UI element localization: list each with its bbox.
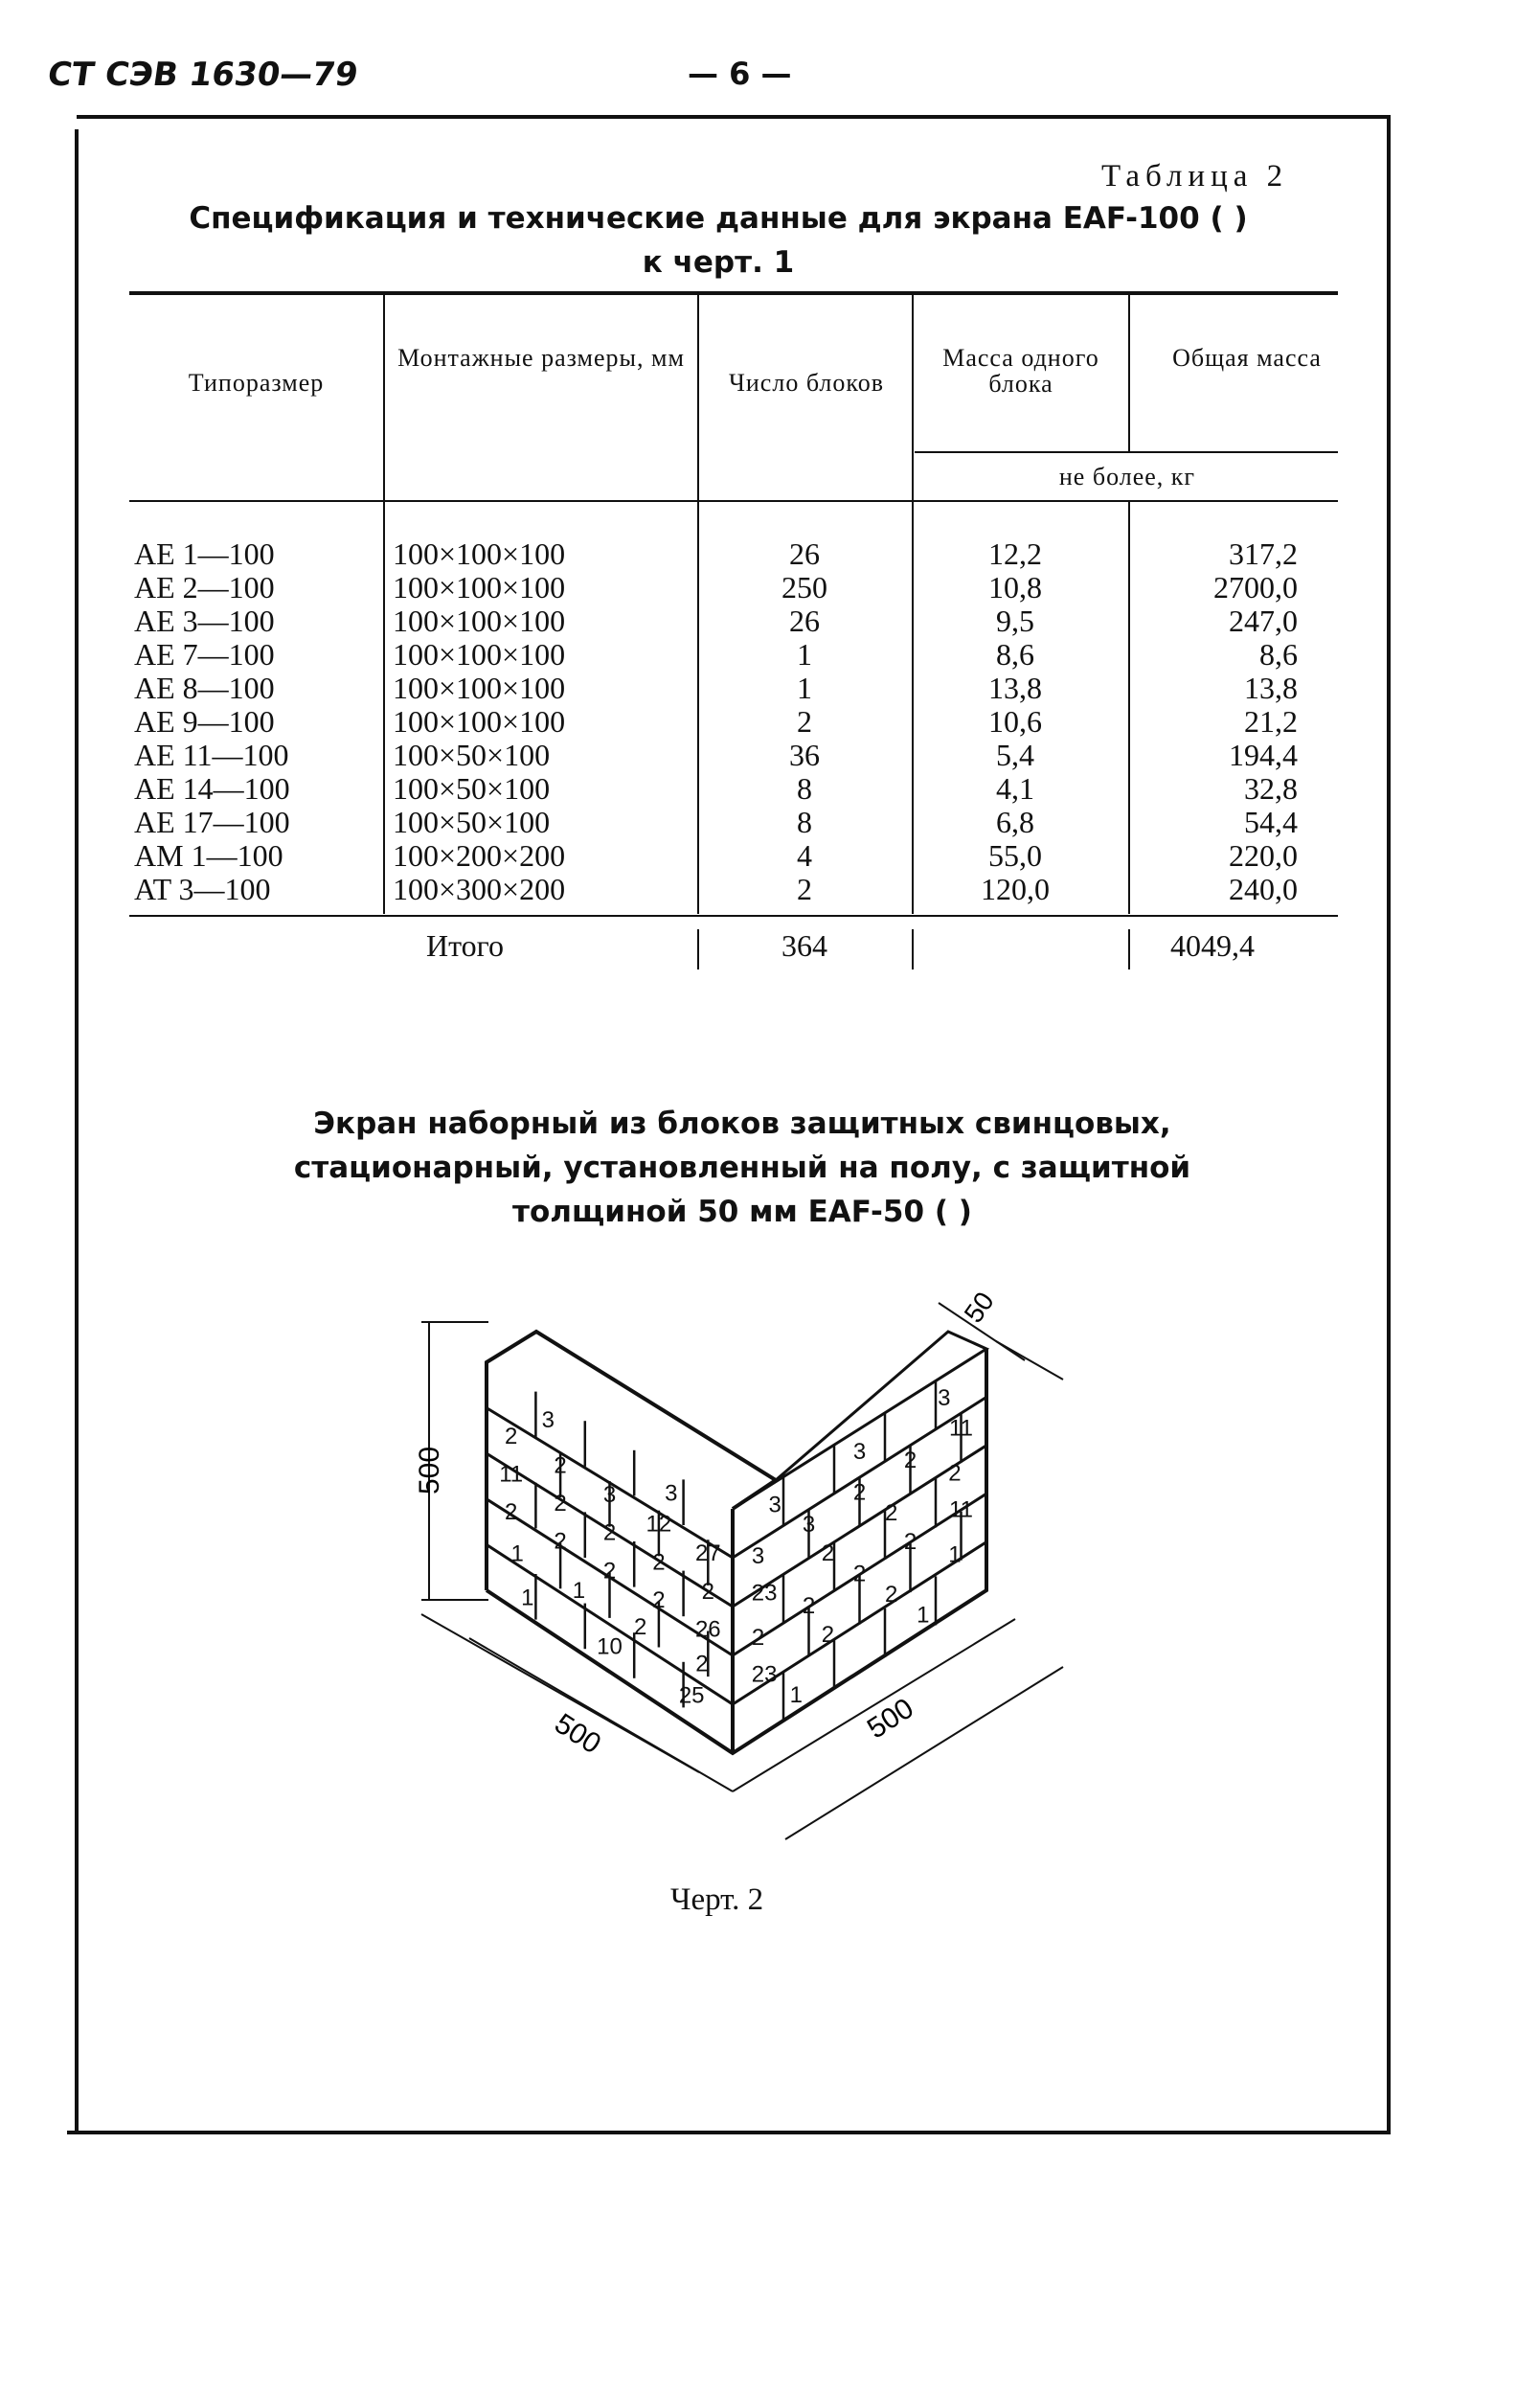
block-label: 3 [541,1407,555,1434]
drawing-line [733,1619,1015,1791]
cell-mass-total: 317,2 [1229,536,1298,571]
cell-mass-one: 9,5 [996,604,1034,638]
cell-count: 26 [789,536,820,571]
cell-mass-one: 5,4 [996,738,1034,772]
block-label: 2 [884,1500,898,1526]
col-divider-4b [1128,502,1130,914]
cell-type: AE 8—100 [134,671,275,705]
block-label: 3 [602,1481,617,1508]
drawing-line [469,1638,733,1791]
block-label: 2 [652,1549,666,1576]
block-label: 2 [852,1479,867,1506]
total-divider-2 [912,929,914,969]
block-label: 2 [948,1460,962,1487]
total-label: Итого [426,928,504,963]
cell-count: 1 [797,671,812,705]
cell-count: 8 [797,771,812,806]
cell-dims: 100×100×100 [393,704,566,739]
block-label: 2 [505,1423,518,1449]
block-label: 11 [949,1415,973,1442]
cell-mass-one: 10,8 [988,570,1042,604]
cell-count: 36 [789,738,820,772]
block-label: 1 [521,1585,534,1611]
figure-caption-line3: толщиной 50 мм EAF-50 ( ) [512,1195,972,1229]
header-type: Типоразмер [188,369,325,397]
total-mass: 4049,4 [1170,928,1255,963]
block-label: 26 [694,1616,721,1643]
cell-dims: 100×50×100 [393,805,551,839]
block-label: 2 [554,1491,567,1517]
table-title-line2: к черт. 1 [642,245,795,280]
cell-type: AT 3—100 [134,872,271,906]
cell-type: AE 2—100 [134,570,275,604]
table-head-rule [129,500,1338,502]
block-label: 3 [751,1543,765,1570]
cell-mass-one: 120,0 [981,872,1050,906]
block-label: 11 [949,1496,973,1523]
dim-left-label: 500 [549,1707,607,1761]
frame-bottom-rule [67,2131,1391,2134]
cell-mass-total: 13,8 [1244,671,1298,705]
block-label: 10 [597,1633,623,1660]
block-label: 2 [602,1558,617,1585]
cell-mass-total: 54,4 [1244,805,1298,839]
cell-mass-total: 2700,0 [1213,570,1298,604]
table-unit-rule [915,451,1338,453]
block-label: 1 [789,1682,803,1709]
block-label: 1 [948,1541,962,1568]
cell-mass-total: 240,0 [1229,872,1298,906]
figure-caption-line2: стационарный, установленный на полу, с защитной [293,1151,1191,1185]
cell-type: AE 14—100 [134,771,290,806]
cell-mass-total: 32,8 [1244,771,1298,806]
block-label: 2 [602,1519,617,1546]
block-label: 2 [821,1540,835,1566]
header-count: Число блоков [729,369,884,397]
cell-dims: 100×50×100 [393,771,551,806]
cell-mass-one: 13,8 [988,671,1042,705]
cell-type: AE 1—100 [134,536,275,571]
cell-mass-total: 8,6 [1259,637,1298,672]
cell-dims: 100×100×100 [393,604,566,638]
cell-type: AE 17—100 [134,805,290,839]
cell-mass-one: 4,1 [996,771,1034,806]
cell-mass-total: 247,0 [1229,604,1298,638]
cell-dims: 100×300×200 [393,872,566,906]
block-label: 12 [645,1511,672,1538]
col-divider-2 [697,295,699,914]
header-dims: Монтажные размеры, мм [397,344,685,372]
figure-caption-line1: Экран наборный из блоков защитных свинцовых, [313,1106,1171,1141]
block-label: 2 [852,1561,867,1587]
header-mass-unit: не более, кг [1058,463,1196,490]
table-label: Таблица 2 [1101,159,1289,194]
page-number: — 6 — [688,56,792,92]
col-divider-4 [1128,295,1130,451]
col-divider-1 [383,295,385,914]
dim-right-label: 500 [861,1692,919,1745]
col-divider-3 [912,295,914,914]
block-label: 3 [802,1511,816,1538]
cell-count: 4 [797,838,812,873]
cell-type: AE 9—100 [134,704,275,739]
header-mass-one: Масса одного блока [942,344,1099,398]
block-label: 2 [884,1582,898,1608]
cell-count: 1 [797,637,812,672]
block-label: 2 [554,1528,567,1555]
cell-type: AE 11—100 [134,738,289,772]
block-label: 23 [751,1661,778,1688]
cell-dims: 100×100×100 [393,570,566,604]
total-divider-1 [697,929,699,969]
block-label: 23 [751,1580,778,1607]
cell-dims: 100×100×100 [393,637,566,672]
cell-mass-one: 12,2 [988,536,1042,571]
block-label: 2 [802,1592,816,1619]
cell-dims: 100×100×100 [393,536,566,571]
header-mass-total: Общая масса [1172,344,1322,372]
cell-mass-one: 10,6 [988,704,1042,739]
block-label: 2 [554,1452,567,1479]
block-label: 1 [917,1602,930,1629]
block-label: 2 [903,1447,917,1473]
block-label: 3 [852,1438,867,1465]
cell-mass-one: 6,8 [996,805,1034,839]
cell-count: 2 [797,704,812,739]
figure-caption [287,1102,1197,1234]
block-label: 2 [633,1614,647,1641]
block-label: 25 [678,1682,705,1709]
cell-count: 26 [789,604,820,638]
block-label: 3 [768,1492,781,1518]
cell-dims: 100×50×100 [393,738,551,772]
cell-type: AM 1—100 [134,838,283,873]
table-title-line1: Спецификация и технические данные для экрана EAF-100 ( ) [189,201,1248,236]
block-label: 2 [505,1499,518,1526]
cell-mass-total: 220,0 [1229,838,1298,873]
block-label: 2 [695,1651,709,1677]
block-label: 2 [821,1621,835,1648]
cell-mass-total: 194,4 [1229,738,1298,772]
dim-thickness-label: 50 [958,1286,1000,1329]
block-label: 3 [665,1480,678,1507]
block-label: 1 [572,1577,586,1604]
block-label: 11 [499,1461,524,1488]
dim-height-label: 500 [414,1446,445,1495]
cell-type: AE 3—100 [134,604,275,638]
cell-mass-one: 8,6 [996,637,1034,672]
cell-dims: 100×100×100 [393,671,566,705]
block-label: 3 [938,1385,951,1412]
drawing-line [996,1341,1063,1380]
block-label: 2 [701,1578,714,1605]
cell-count: 8 [797,805,812,839]
cell-dims: 100×200×200 [393,838,566,873]
shield-drawing [402,1274,1092,1868]
block-label: 2 [652,1586,666,1613]
cell-count: 250 [781,570,827,604]
cell-count: 2 [797,872,812,906]
block-label: 27 [694,1540,721,1567]
block-label: 1 [510,1540,524,1567]
table-top-rule [129,291,1338,295]
cell-mass-total: 21,2 [1244,704,1298,739]
spec-table [0,0,1540,1035]
block-label: 2 [751,1625,765,1652]
drawing-number: Черт. 2 [670,1882,764,1917]
block-label: 2 [903,1528,917,1555]
table-total-rule [129,915,1338,917]
total-count: 364 [781,928,827,963]
cell-type: AE 7—100 [134,637,275,672]
cell-mass-one: 55,0 [988,838,1042,873]
total-divider-3 [1128,929,1130,969]
document-code: СТ СЭВ 1630—79 [45,56,361,94]
